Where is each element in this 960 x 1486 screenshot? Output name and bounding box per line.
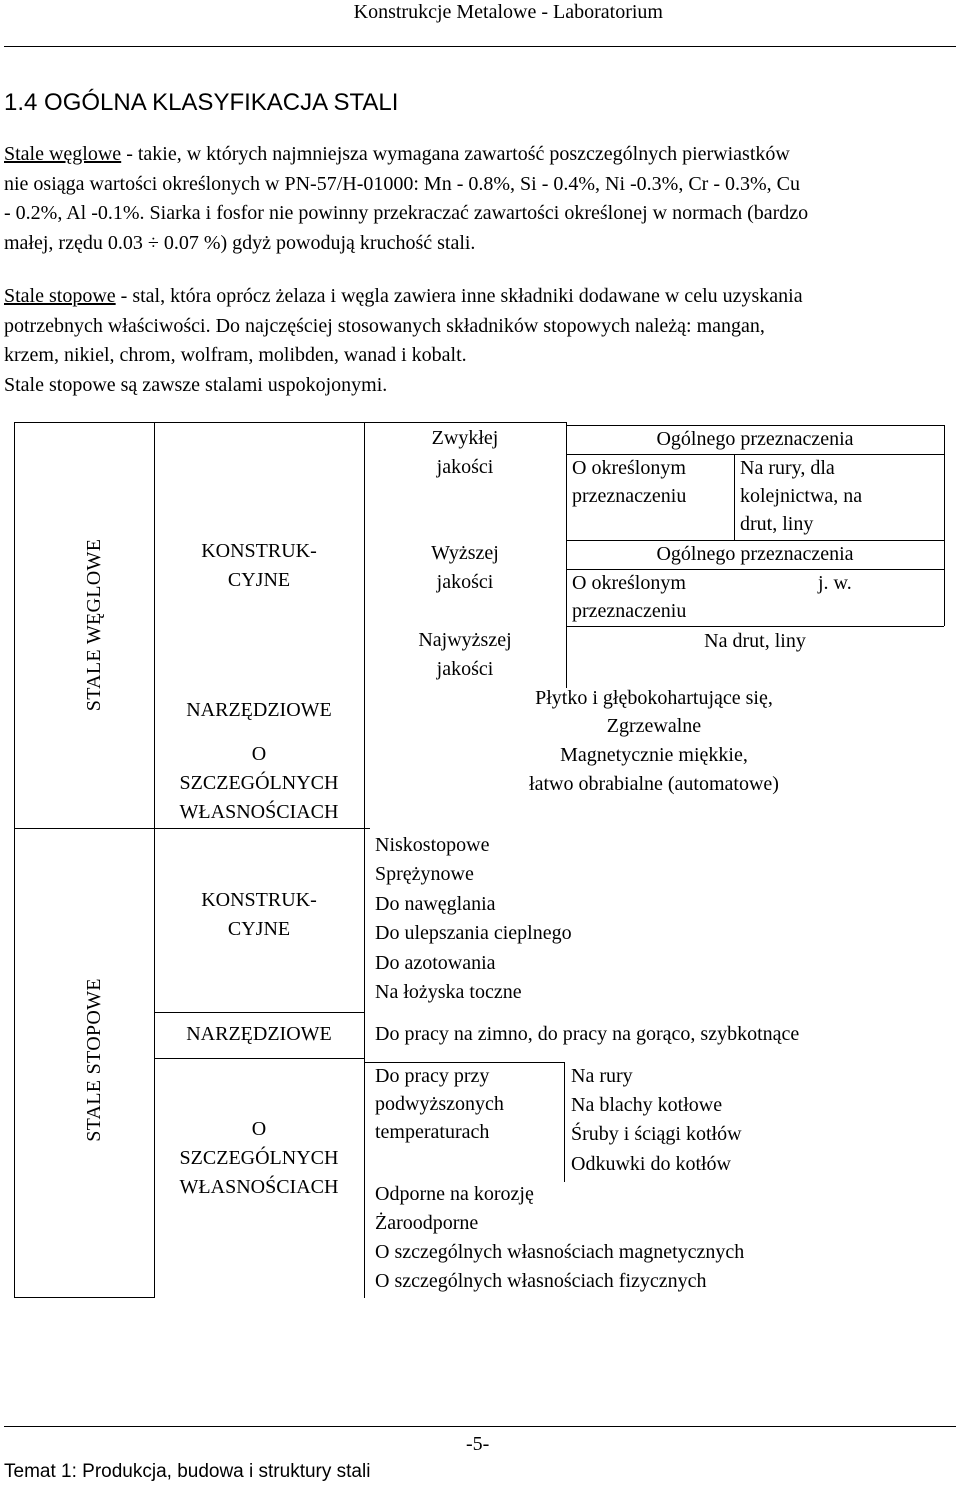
footer-topic: Temat 1: Produkcja, budowa i struktury stali bbox=[4, 1461, 371, 1482]
magnet-l1: Magnetycznie miękkie, bbox=[560, 744, 748, 766]
ogolnego-przezn-2: Ogólnego przeznaczenia bbox=[656, 543, 854, 565]
group-label-alloy: STALE STOPOWE bbox=[83, 978, 105, 1142]
narz-description: Do pracy na zimno, do pracy na gorąco, szybkotnące bbox=[375, 1023, 800, 1045]
para2-text1: stal, która oprócz żelaza i węgla zawiera inne składniki dodawane w celu uzyskania bbox=[132, 285, 803, 307]
term-carbon-steel: Stale węglowe bbox=[4, 143, 122, 165]
para1-line1 bbox=[4, 140, 956, 170]
carbon-konstr-l2: CYJNE bbox=[227, 569, 291, 591]
para1-line3: - 0.2%, Al -0.1%. Siarka i fosfor nie powinny przekraczać zawartości określonej w normach (bardzo bbox=[4, 202, 809, 224]
rury-divider bbox=[734, 454, 735, 540]
alloy-type-divider bbox=[364, 828, 365, 1298]
para2-line1 bbox=[4, 282, 956, 312]
hightemp-item-1: Na rury bbox=[571, 1065, 633, 1087]
konstr-item-3: Do nawęglania bbox=[375, 893, 496, 915]
konstr-item-4: Do ulepszania cieplnego bbox=[375, 922, 572, 944]
division-sign: ÷ bbox=[147, 231, 159, 254]
carbon-type-top bbox=[154, 422, 364, 423]
para2-line2: potrzebnych właściwości. Do najczęściej stosowanych składników stopowych należą: mangan, bbox=[4, 314, 765, 337]
plytko-l2: Zgrzewalne bbox=[606, 715, 702, 737]
carbon-alloy-divider bbox=[14, 828, 370, 829]
hightemp-item-3: Śruby i ściągi kotłów bbox=[571, 1123, 742, 1145]
carbon-szcz-l2: SZCZEGÓLNYCH bbox=[179, 772, 339, 794]
jw-label: j. w. bbox=[818, 572, 852, 594]
paragraph-carbon-steel bbox=[4, 140, 956, 258]
na-drut-liny: Na drut, liny bbox=[704, 630, 806, 652]
wyzszej-l1: Wyższej bbox=[431, 542, 499, 564]
konstr-item-6: Na łożyska toczne bbox=[375, 981, 522, 1003]
carbon-konstr-l1: KONSTRUK- bbox=[201, 540, 317, 562]
okreslonym1-l1: O określonym bbox=[572, 457, 686, 479]
alloy-konstr-l2: CYJNE bbox=[227, 918, 291, 940]
zwyklej-l1: Zwykłej bbox=[431, 427, 499, 449]
okreslonym2-l1: O określonym bbox=[572, 572, 686, 594]
footer-rule bbox=[4, 1426, 956, 1427]
header-rule bbox=[4, 46, 956, 47]
section-title: 1.4 OGÓLNA KLASYFIKACJA STALI bbox=[4, 89, 399, 116]
alloy-szcz-l2: SZCZEGÓLNYCH bbox=[179, 1147, 339, 1169]
group-label-carbon: STALE WĘGLOWE bbox=[83, 538, 105, 712]
special-item-3: O szczególnych własnościach magnetycznych bbox=[375, 1241, 745, 1263]
plytko-l1: Płytko i głębokohartujące się, bbox=[535, 687, 773, 709]
alloy-narzedziowe: NARZĘDZIOWE bbox=[186, 1023, 332, 1045]
magnet-l2: łatwo obrabialne (automatowe) bbox=[529, 773, 779, 795]
special-item-2: Żaroodporne bbox=[375, 1212, 479, 1234]
alloy-konstr-l1: KONSTRUK- bbox=[201, 889, 317, 911]
alloy-narz-bottom bbox=[154, 1058, 364, 1059]
rury-l2: kolejnictwa, na bbox=[740, 485, 863, 507]
table-left-border bbox=[14, 422, 15, 1298]
najwyzszej-l1: Najwyższej bbox=[418, 629, 512, 651]
konstr-item-2: Sprężynowe bbox=[375, 863, 474, 885]
para1-sep: - bbox=[121, 143, 138, 165]
para1-line4a: małej, rzędu 0.03 bbox=[4, 231, 148, 254]
para2-line3: krzem, nikiel, chrom, wolfram, molibden, wanad i kobalt. bbox=[4, 344, 467, 366]
najwyzszej-l2: jakości bbox=[436, 658, 494, 680]
para1-line2: nie osiąga wartości określonych w PN-57/H-01000: Mn - 0.8%, Si - 0.4%, Ni -0.3%, Cr - 0.3%, Cu bbox=[4, 172, 801, 195]
rury-l1: Na rury, dla bbox=[740, 457, 835, 479]
okreslonym1-l2: przeznaczeniu bbox=[572, 485, 687, 507]
running-header: Konstrukcje Metalowe - Laboratorium bbox=[353, 1, 663, 23]
para1-line4b: 0.07 %) gdyż powodują kruchość stali. bbox=[158, 231, 476, 254]
wyzszej-l2: jakości bbox=[436, 571, 494, 593]
carbon-narzedziowe: NARZĘDZIOWE bbox=[186, 699, 332, 721]
hightemp-divider bbox=[564, 1062, 565, 1182]
ogolnego-przezn-1: Ogólnego przeznaczenia bbox=[656, 428, 854, 450]
hightemp-item-2: Na blachy kotłowe bbox=[571, 1094, 723, 1116]
zwyklej-l2: jakości bbox=[436, 456, 494, 478]
okreslonym2-l2: przeznaczeniu bbox=[572, 600, 687, 622]
hightemp-item-4: Odkuwki do kotłów bbox=[571, 1153, 731, 1175]
special-item-4: O szczególnych własnościach fizycznych bbox=[375, 1270, 707, 1292]
rury-l3: drut, liny bbox=[740, 513, 814, 535]
alloy-szcz-l1: O bbox=[251, 1118, 267, 1140]
para1-line4 bbox=[4, 229, 956, 259]
konstr-item-1: Niskostopowe bbox=[375, 834, 490, 856]
hightemp-l2: podwyższonych bbox=[375, 1093, 504, 1115]
alloy-konstr-bottom bbox=[154, 1012, 364, 1013]
right-grid-border bbox=[944, 425, 945, 626]
alloy-szcz-l3: WŁASNOŚCIACH bbox=[179, 1176, 339, 1198]
table-bottom-border bbox=[14, 1297, 154, 1298]
table-top-border bbox=[14, 422, 154, 423]
carbon-szcz-l1: O bbox=[251, 743, 267, 765]
hightemp-l3: temperaturach bbox=[375, 1121, 490, 1143]
carbon-szcz-l3: WŁASNOŚCIACH bbox=[179, 801, 339, 823]
para1-text1: takie, w których najmniejsza wymagana zawartość poszczególnych pierwiastków bbox=[137, 143, 790, 165]
hightemp-l1: Do pracy przy bbox=[375, 1065, 490, 1087]
para2-sep: - bbox=[115, 285, 133, 307]
konstr-item-5: Do azotowania bbox=[375, 952, 496, 974]
paragraph-alloy-steel bbox=[4, 282, 956, 400]
para2-line4: Stale stopowe są zawsze stalami uspokojonymi. bbox=[4, 373, 388, 396]
page-number: -5- bbox=[466, 1433, 490, 1455]
quality-top bbox=[364, 422, 566, 423]
term-alloy-steel: Stale stopowe bbox=[4, 285, 116, 307]
special-item-1: Odporne na korozję bbox=[375, 1183, 534, 1205]
